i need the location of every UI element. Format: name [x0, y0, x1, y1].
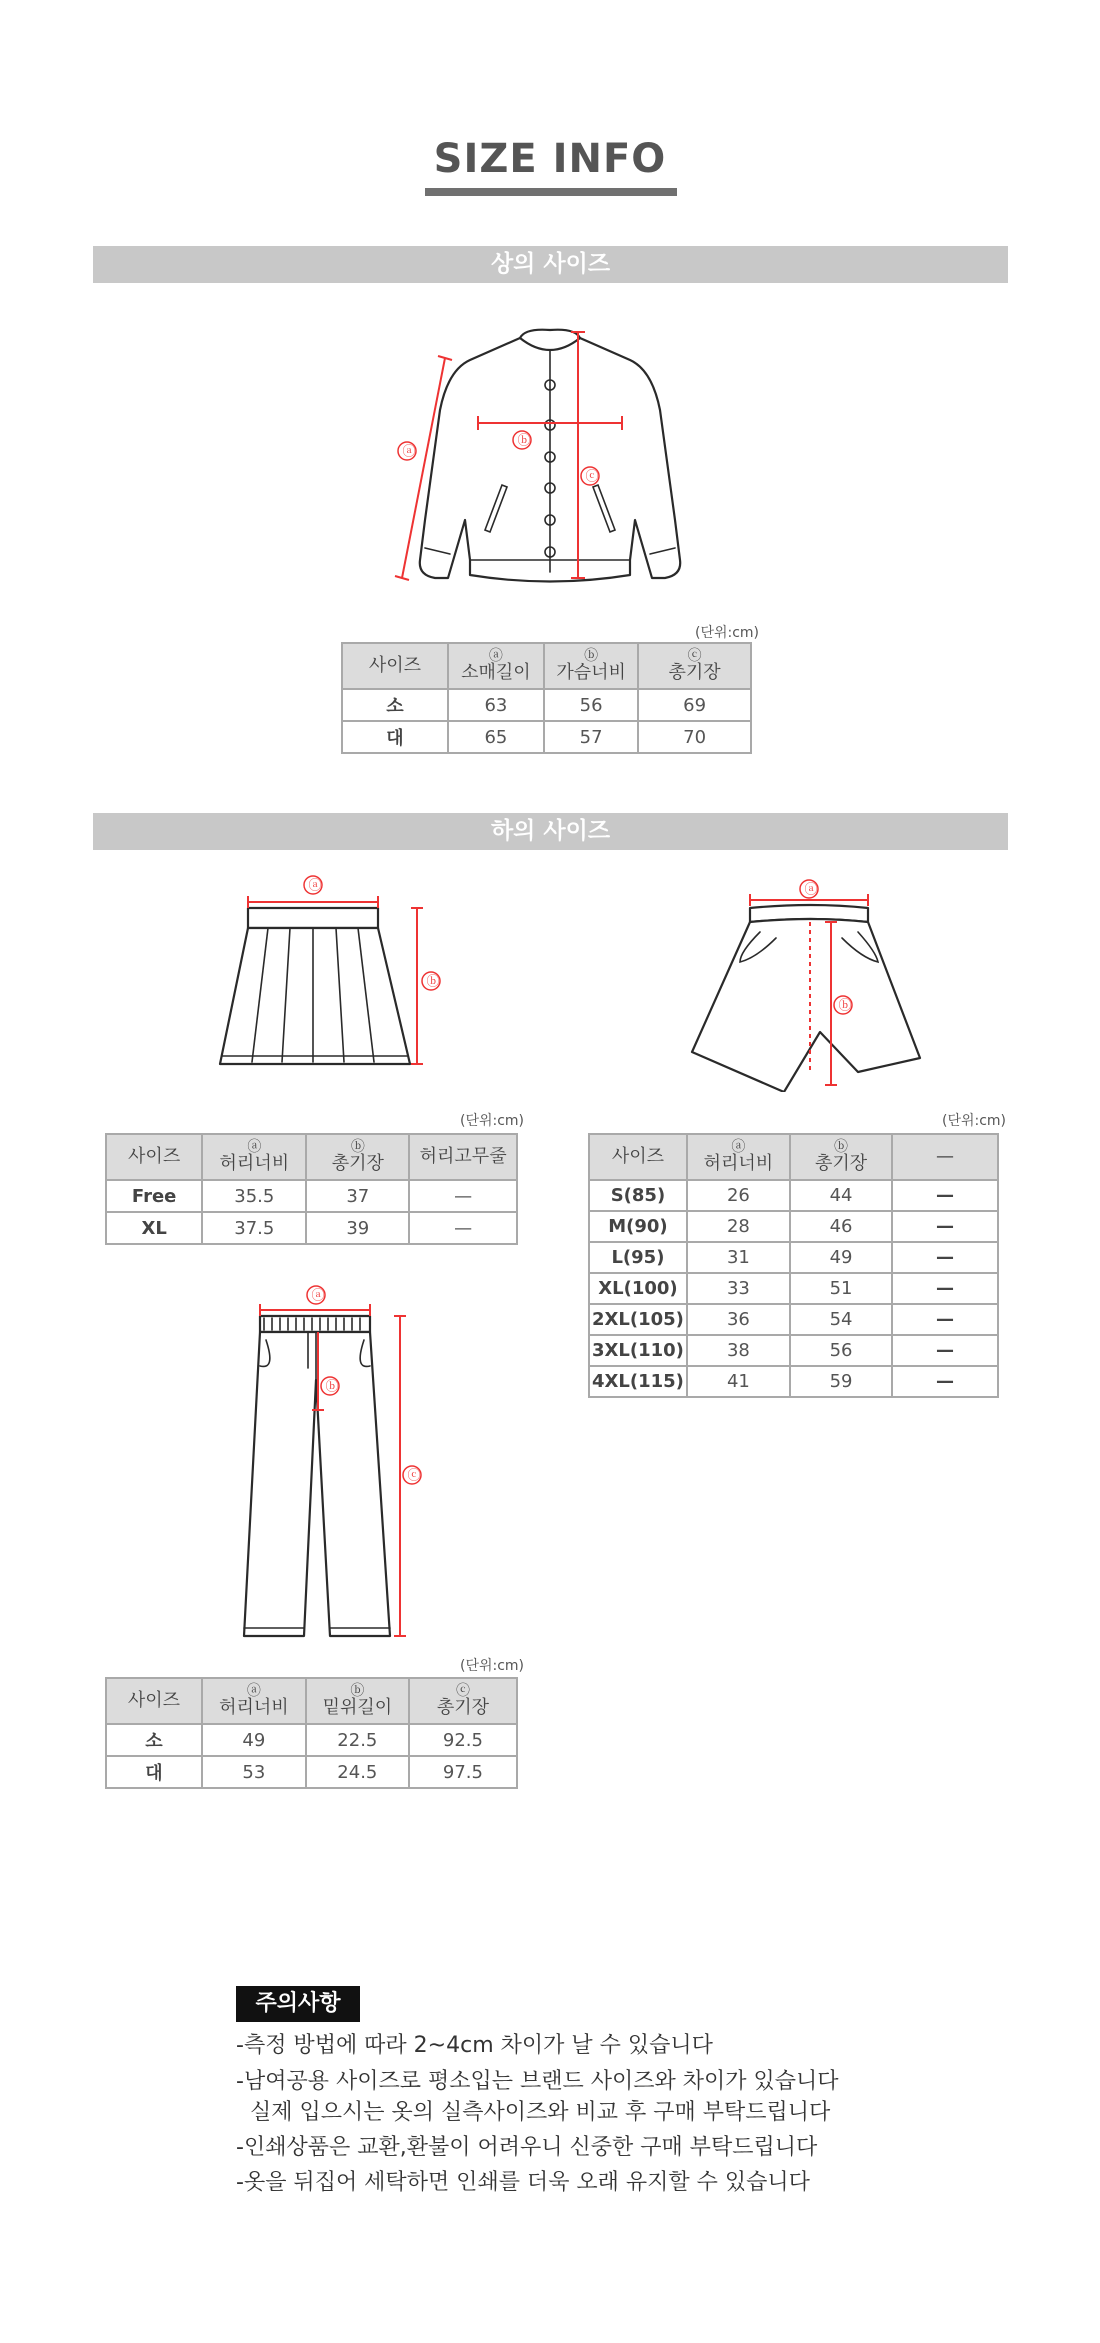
notice-line: -인쇄상품은 교환,환불이 어려우니 신중한 구매 부탁드립니다 — [236, 2135, 818, 2160]
row-a: 65 — [448, 721, 544, 753]
row-b: 37 — [306, 1180, 409, 1212]
row-size: XL(100) — [589, 1273, 687, 1304]
row-size: 2XL(105) — [589, 1304, 687, 1335]
skirt-measure-a-label: ⓐ — [308, 878, 322, 894]
row-b: 24.5 — [306, 1756, 409, 1788]
row-c: — — [409, 1180, 517, 1212]
col-chest-header — [544, 643, 638, 689]
col-a-letter: ⓐ — [247, 1139, 262, 1155]
table-row — [589, 1335, 998, 1366]
col-size-header: 사이즈 — [589, 1134, 687, 1180]
col-b-letter: ⓑ — [834, 1139, 849, 1155]
row-size: L(95) — [589, 1242, 687, 1273]
table-header-row — [342, 643, 751, 689]
row-c: 69 — [638, 689, 751, 721]
pants-measure-a-label: ⓐ — [311, 1288, 325, 1304]
table-row — [106, 1212, 517, 1244]
table-row — [589, 1242, 998, 1273]
col-elastic-header: 허리고무줄 — [409, 1134, 517, 1180]
row-size: 대 — [342, 721, 448, 753]
row-size: 소 — [342, 689, 448, 721]
top-size-heading: 상의 사이즈 — [93, 246, 1008, 283]
notice-line: -옷을 뒤집어 세탁하면 인쇄를 더욱 오래 유지할 수 있습니다 — [236, 2170, 810, 2195]
skirt-size-table — [105, 1133, 518, 1245]
row-a: 36 — [687, 1304, 790, 1335]
col-waist-header — [202, 1134, 306, 1180]
table-row — [106, 1756, 517, 1788]
col-length-header — [638, 643, 751, 689]
row-b: 44 — [790, 1180, 892, 1211]
row-size: 소 — [106, 1724, 202, 1756]
jacket-measure-a-label: ⓐ — [402, 444, 416, 460]
row-a: 26 — [687, 1180, 790, 1211]
col-size-header: 사이즈 — [106, 1678, 202, 1724]
col-c-letter: ⓒ — [455, 1683, 470, 1699]
row-size: Free — [106, 1180, 202, 1212]
top-unit-label: (단위:cm) — [695, 625, 760, 641]
table-row — [342, 721, 751, 753]
col-extra-header: — — [892, 1134, 998, 1180]
table-header-row — [106, 1134, 517, 1180]
row-c: — — [892, 1335, 998, 1366]
row-a: 49 — [202, 1724, 306, 1756]
col-length-header — [409, 1678, 517, 1724]
row-size: 3XL(110) — [589, 1335, 687, 1366]
row-a: 38 — [687, 1335, 790, 1366]
col-b-letter: ⓑ — [350, 1683, 365, 1699]
row-size: XL — [106, 1212, 202, 1244]
row-b: 54 — [790, 1304, 892, 1335]
shorts-size-table — [588, 1133, 999, 1398]
col-a-letter: ⓐ — [246, 1683, 261, 1699]
row-b: 46 — [790, 1211, 892, 1242]
row-a: 33 — [687, 1273, 790, 1304]
col-a-letter: ⓐ — [488, 648, 503, 664]
shorts-measure-b-label: ⓑ — [838, 998, 852, 1014]
row-c: — — [892, 1304, 998, 1335]
col-sleeve-header — [448, 643, 544, 689]
row-b: 22.5 — [306, 1724, 409, 1756]
notice-line: 실제 입으시는 옷의 실측사이즈와 비교 후 구매 부탁드립니다 — [236, 2100, 831, 2125]
col-b-label: 총기장 — [814, 1153, 868, 1174]
col-waist-header — [202, 1678, 306, 1724]
pants-measure-b-label: ⓑ — [325, 1379, 339, 1395]
row-a: 35.5 — [202, 1180, 306, 1212]
row-c: 92.5 — [409, 1724, 517, 1756]
row-size: 4XL(115) — [589, 1366, 687, 1397]
table-row — [589, 1366, 998, 1397]
col-c-letter: ⓒ — [687, 648, 702, 664]
col-size-header: 사이즈 — [342, 643, 448, 689]
row-a: 63 — [448, 689, 544, 721]
col-b-letter: ⓑ — [584, 648, 599, 664]
table-row — [589, 1304, 998, 1335]
table-row — [342, 689, 751, 721]
col-rise-header — [306, 1678, 409, 1724]
skirt-measure-b-label: ⓑ — [426, 974, 440, 990]
shorts-unit-label: (단위:cm) — [942, 1113, 1007, 1129]
row-c: — — [892, 1366, 998, 1397]
col-size-header: 사이즈 — [106, 1134, 202, 1180]
row-b: 57 — [544, 721, 638, 753]
row-b: 56 — [544, 689, 638, 721]
skirt-unit-label: (단위:cm) — [460, 1113, 525, 1129]
bottom-size-heading: 하의 사이즈 — [93, 813, 1008, 850]
row-b: 39 — [306, 1212, 409, 1244]
col-a-label: 소매길이 — [461, 662, 531, 683]
col-b-label: 총기장 — [331, 1153, 384, 1174]
col-length-header — [790, 1134, 892, 1180]
row-c: — — [409, 1212, 517, 1244]
jacket-illustration — [390, 320, 710, 600]
table-row — [106, 1180, 517, 1212]
col-b-label: 가슴너비 — [556, 662, 626, 683]
row-size: S(85) — [589, 1180, 687, 1211]
row-b: 56 — [790, 1335, 892, 1366]
col-a-letter: ⓐ — [731, 1139, 746, 1155]
col-c-label: 총기장 — [668, 662, 721, 683]
notice-line: -측정 방법에 따라 2~4cm 차이가 날 수 있습니다 — [236, 2033, 713, 2058]
row-c: — — [892, 1273, 998, 1304]
row-c: — — [892, 1180, 998, 1211]
row-b: 49 — [790, 1242, 892, 1273]
col-c-label: 총기장 — [436, 1697, 490, 1718]
col-length-header — [306, 1134, 409, 1180]
col-a-label: 허리너비 — [219, 1153, 290, 1174]
notice-line: -남여공용 사이즈로 평소입는 브랜드 사이즈와 차이가 있습니다 — [236, 2069, 839, 2094]
table-row — [589, 1273, 998, 1304]
row-b: 51 — [790, 1273, 892, 1304]
row-a: 37.5 — [202, 1212, 306, 1244]
row-a: 41 — [687, 1366, 790, 1397]
title-underline — [425, 188, 677, 196]
row-a: 31 — [687, 1242, 790, 1273]
col-waist-header — [687, 1134, 790, 1180]
row-c: — — [892, 1211, 998, 1242]
table-row — [589, 1180, 998, 1211]
col-a-label: 허리너비 — [703, 1153, 774, 1174]
table-row — [106, 1724, 517, 1756]
shorts-measure-a-label: ⓐ — [804, 882, 818, 898]
pants-unit-label: (단위:cm) — [460, 1658, 525, 1674]
table-header-row — [589, 1134, 998, 1180]
row-c: — — [892, 1242, 998, 1273]
row-c: 97.5 — [409, 1756, 517, 1788]
page-title: SIZE INFO — [433, 136, 667, 182]
row-b: 59 — [790, 1366, 892, 1397]
shorts-illustration — [680, 872, 940, 1092]
row-a: 28 — [687, 1211, 790, 1242]
col-b-label: 밑위길이 — [322, 1697, 393, 1718]
row-size: M(90) — [589, 1211, 687, 1242]
jacket-measure-b-label: ⓑ — [517, 433, 531, 449]
table-row — [589, 1211, 998, 1242]
col-b-letter: ⓑ — [350, 1139, 365, 1155]
table-header-row — [106, 1678, 517, 1724]
col-a-label: 허리너비 — [219, 1697, 289, 1718]
top-size-table — [341, 642, 752, 754]
row-size: 대 — [106, 1756, 202, 1788]
pants-size-table — [105, 1677, 518, 1789]
row-c: 70 — [638, 721, 751, 753]
jacket-measure-c-label: ⓒ — [585, 469, 599, 485]
pants-illustration — [230, 1270, 450, 1650]
row-a: 53 — [202, 1756, 306, 1788]
notice-badge: 주의사항 — [236, 1986, 360, 2022]
skirt-illustration — [210, 872, 450, 1082]
pants-measure-c-label: ⓒ — [407, 1468, 421, 1484]
